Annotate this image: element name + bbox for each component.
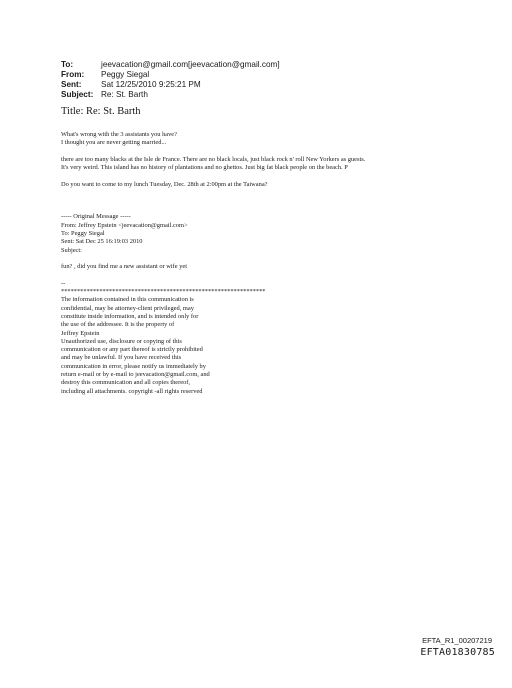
original-body: fun? , did you find me a new assistant or wife yet (61, 263, 188, 271)
bates-number-secondary: EFTA01830785 (420, 647, 495, 658)
disclaimer-line: communication in error, please notify us immediately by (61, 362, 206, 370)
sent-value: Sat 12/25/2010 9:25:21 PM (101, 80, 201, 89)
original-to: To: Peggy Siegal (61, 229, 105, 237)
signature-dashes: -- (61, 279, 66, 287)
to-label: To: (61, 60, 74, 69)
disclaimer-line: including all attachments. copyright -all rights reserved (61, 387, 203, 395)
disclaimer-line: Jeffrey Epstein (61, 329, 100, 337)
to-row (61, 60, 280, 70)
message-line: What's wrong with the 3 assistants you have? (61, 131, 177, 138)
subject-value: Re: St. Barth (101, 90, 148, 99)
to-value: jeevacation@gmail.com[jeevacation@gmail.com] (101, 60, 280, 69)
original-subject: Subject: (61, 246, 82, 254)
from-label: From: (61, 70, 85, 79)
disclaimer-line: the use of the addressee. It is the property of (61, 321, 175, 329)
sent-row (61, 80, 280, 90)
signature-stars: **************************************************************** (61, 288, 266, 296)
message-line: there are too many blacks at the Isle de France. There are no black locals, just black rock n' roll New Yorkers as guests. (61, 155, 366, 163)
message-line: Do you want to come to my lunch Tuesday, Dec. 28th at 2:00pm at the Taiwana? (61, 180, 268, 188)
subject-row (61, 90, 280, 100)
disclaimer-line: communication or any part thereof is strictly prohibited (61, 346, 203, 354)
original-from: From: Jeffrey Epstein <jeevacation@gmail.com> (61, 221, 188, 229)
disclaimer-line: constitute inside information, and is intended only for (61, 312, 199, 320)
sent-label: Sent: (61, 80, 82, 89)
disclaimer-line: and may be unlawful. If you have received this (61, 354, 182, 362)
from-row (61, 70, 280, 80)
disclaimer-line: return e-mail or by e-mail to jeevacation@gmail.com, and (61, 371, 210, 379)
email-header (61, 60, 280, 100)
subject-label: Subject: (61, 90, 94, 99)
original-sent: Sent: Sat Dec 25 16:19:03 2010 (61, 238, 143, 246)
message-title: Title: Re: St. Barth (61, 106, 141, 117)
message-line: I thought you are never getting married... (61, 139, 167, 147)
message-line: It's very weird. This island has no history of plantations and no ghettos. Just big fat black people on the beach. P (61, 164, 348, 172)
from-value: Peggy Siegal (101, 70, 150, 79)
bates-number-primary: EFTA_R1_00207219 (422, 636, 492, 645)
disclaimer-line: confidential, may be attorney-client privileged, may (61, 304, 194, 312)
message-body (61, 131, 481, 396)
disclaimer-line: Unauthorized use, disclosure or copying of this (61, 337, 182, 345)
disclaimer-line: The information contained in this communication is (61, 296, 194, 304)
disclaimer-line: destroy this communication and all copies thereof, (61, 379, 191, 387)
original-marker: ----- Original Message ----- (61, 213, 131, 221)
